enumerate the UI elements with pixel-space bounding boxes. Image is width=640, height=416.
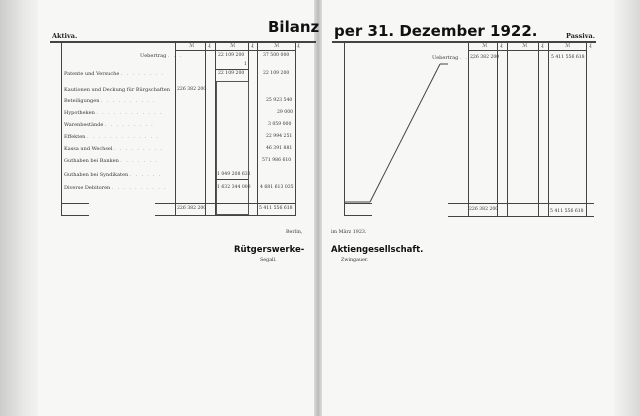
- row-label: Hypotheken . . . . . . . . . . . .: [64, 110, 163, 116]
- cell-value: 226 382 200: [177, 87, 207, 92]
- sum-rule: [216, 179, 248, 180]
- passiva-col-line: [586, 42, 587, 216]
- signer-left: Segall.: [260, 258, 277, 263]
- aktiva-col-line: [295, 42, 296, 216]
- footer-date: im März 1923.: [331, 230, 367, 235]
- company-right: Aktiengesellschaft.: [331, 245, 424, 255]
- unit-mark: ₰: [297, 44, 300, 49]
- cell-value: 571 986 610: [262, 158, 292, 163]
- cell-value: 22 994 251: [266, 134, 293, 139]
- unit-mark: ₰: [251, 44, 254, 49]
- passiva-col-line: [468, 42, 469, 216]
- aktiva-top-rule: [50, 41, 316, 43]
- footer-place: Berlin,: [286, 230, 303, 235]
- aktiva-header: Aktiva.: [52, 32, 78, 40]
- total-rule: [155, 215, 296, 216]
- unit-mark: ₰: [208, 44, 211, 49]
- cell-value: 1: [244, 62, 247, 67]
- right-page-edge: [614, 0, 640, 416]
- stub-rule: [344, 203, 372, 204]
- cell-value: 25 923 540: [266, 98, 293, 103]
- cell-value: 3 059 000: [268, 122, 292, 127]
- sum-rule: [216, 69, 248, 70]
- cell-value: 226 382 200: [470, 55, 500, 60]
- passiva-header: Passiva.: [566, 32, 595, 40]
- aktiva-col-line: [257, 42, 258, 216]
- total-rule: [155, 203, 296, 204]
- aktiva-col-line: [61, 42, 62, 216]
- stub-rule: [344, 215, 372, 216]
- row-label: Guthaben bei Banken . . . . . . .: [64, 158, 158, 164]
- cancel-diagonal: [340, 56, 450, 206]
- signer-right: Zwingauer.: [341, 258, 369, 263]
- row-label: Warenbestände . . . . . . . . .: [64, 122, 155, 128]
- cell-value: 5 411 556 618: [551, 55, 585, 60]
- unit-mark: ℳ: [189, 44, 195, 49]
- unit-mark: ℳ: [482, 44, 488, 49]
- unit-mark: ₰: [541, 44, 544, 49]
- total-rule: [448, 203, 594, 204]
- highlight-box: [216, 81, 249, 215]
- cell-value: 22 109 200: [218, 53, 245, 58]
- uebertrag-label: Uebertrag . . .: [432, 55, 475, 61]
- aktiva-col-line: [175, 42, 176, 216]
- passiva-col-line: [507, 42, 508, 216]
- cell-value: 29 000: [277, 110, 294, 115]
- cell-value: 1 632 344 000: [217, 185, 251, 190]
- row-label: Uebertrag . . .: [140, 53, 183, 59]
- passiva-top-rule: [332, 41, 596, 43]
- company-left: Rütgerswerke-: [234, 245, 305, 255]
- book-gutter: [314, 0, 322, 416]
- unit-mark: ℳ: [522, 44, 528, 49]
- unit-mark: ℳ: [565, 44, 571, 49]
- row-label: Effekten . . . . . . . . . . . . .: [64, 134, 160, 140]
- title-left: Bilanz: [268, 18, 320, 36]
- left-page-edge: [0, 0, 40, 416]
- total-value: 5 411 556 618: [259, 206, 293, 211]
- cell-value: 22 109 200: [263, 71, 290, 76]
- stub-rule: [61, 203, 89, 204]
- unit-mark: ℳ: [230, 44, 236, 49]
- passiva-col-line: [538, 42, 539, 216]
- cell-value: 4 681 613 035: [260, 185, 294, 190]
- unit-rule: [175, 50, 296, 51]
- aktiva-col-line: [205, 42, 206, 216]
- cell-value: 1 049 208 632: [217, 172, 251, 177]
- row-label: Patente und Versuche . . . . . . . .: [64, 71, 165, 77]
- cell-value: 22 109 200: [218, 71, 245, 76]
- passiva-col-line: [548, 42, 549, 216]
- row-label: Kassa und Wechsel . . . . . . . . .: [64, 146, 164, 152]
- row-label: Beteiligungen . . . . . . . . . .: [64, 98, 156, 104]
- unit-mark: ℳ: [274, 44, 280, 49]
- title-right: per 31. Dezember 1922.: [334, 22, 538, 40]
- unit-mark: ₰: [589, 44, 592, 49]
- row-label: Guthaben bei Syndikaten . . . . . .: [64, 172, 162, 178]
- total-value: 5 411 556 618: [550, 209, 584, 214]
- total-rule: [448, 216, 594, 217]
- row-label: Kautionen und Deckung für Bürgschaften: [64, 87, 170, 93]
- unit-mark: ₰: [500, 44, 503, 49]
- stub-rule: [61, 215, 89, 216]
- passiva-col-line: [497, 42, 498, 216]
- total-value: 226 382 200: [177, 206, 207, 211]
- total-value: 226 382 200: [469, 207, 499, 212]
- row-label: Diverse Debitoren . . . . . . . . . .: [64, 185, 167, 191]
- cell-value: 37 500 000: [263, 53, 290, 58]
- cell-value: 46 391 881: [266, 146, 293, 151]
- unit-rule: [468, 50, 587, 51]
